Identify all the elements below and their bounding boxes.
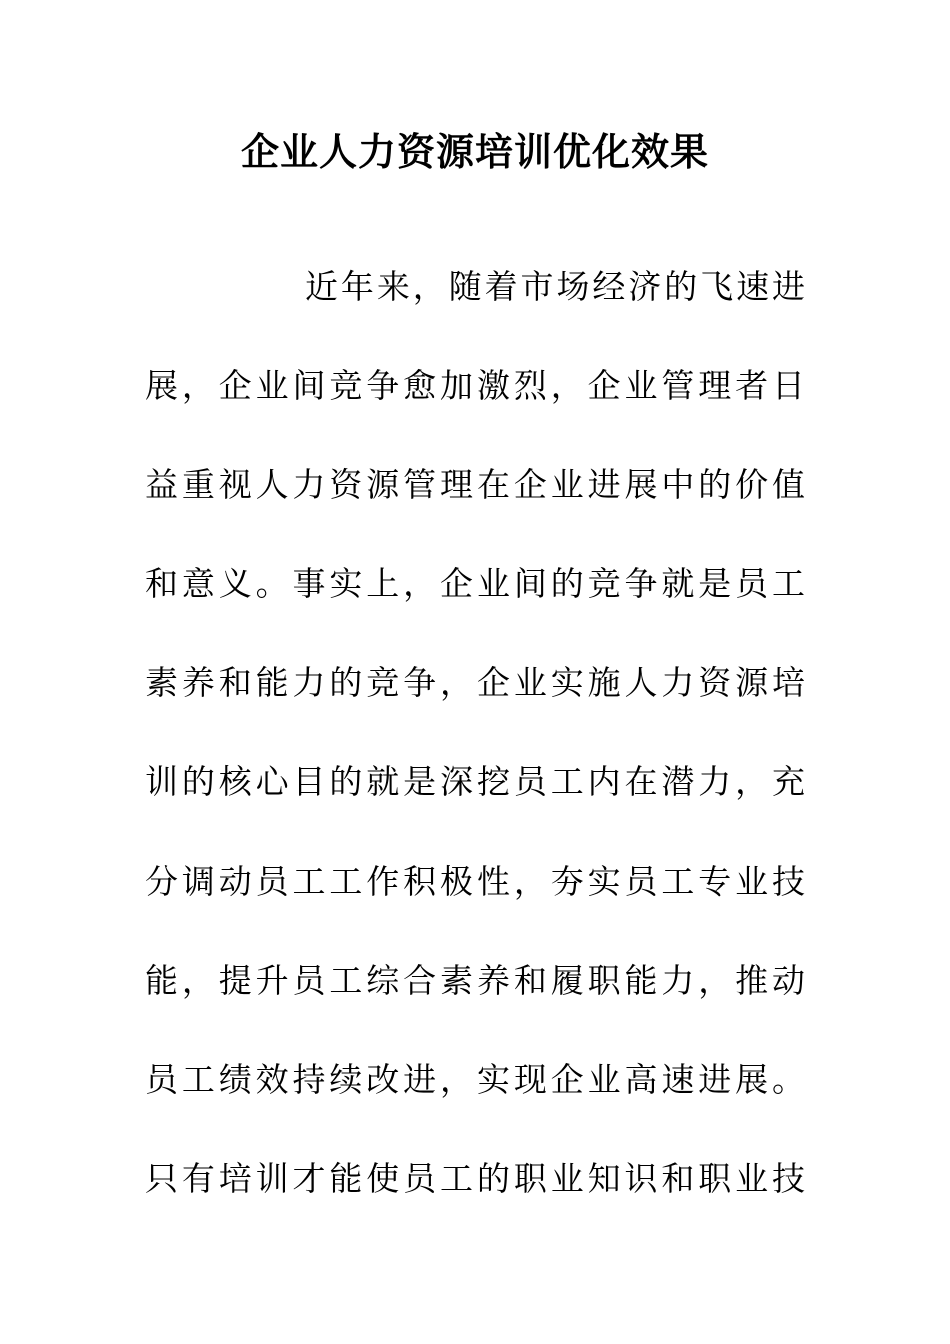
- paragraph-line-6: 训的核心目的就是深挖员工内在潜力，充: [145, 762, 805, 801]
- paragraph-line-10: 只有培训才能使员工的职业知识和职业技: [145, 1159, 805, 1198]
- paragraph-line-7: 分调动员工工作积极性，夯实员工专业技: [145, 862, 805, 901]
- paragraph-line-2: 展，企业间竞争愈加激烈，企业管理者日: [145, 366, 805, 405]
- paragraph-line-9: 员工绩效持续改进，实现企业高速进展。: [145, 1060, 805, 1099]
- paragraph-line-3: 益重视人力资源管理在企业进展中的价值: [145, 465, 805, 504]
- paragraph-line-4: 和意义。事实上，企业间的竞争就是员工: [145, 564, 805, 603]
- paragraph-line-1: 近年来，随着市场经济的飞速进: [305, 267, 805, 306]
- document-title: 企业人力资源培训优化效果: [240, 129, 709, 174]
- paragraph-line-5: 素养和能力的竞争，企业实施人力资源培: [145, 663, 805, 702]
- paragraph-line-8: 能，提升员工综合素养和履职能力，推动: [145, 961, 805, 1000]
